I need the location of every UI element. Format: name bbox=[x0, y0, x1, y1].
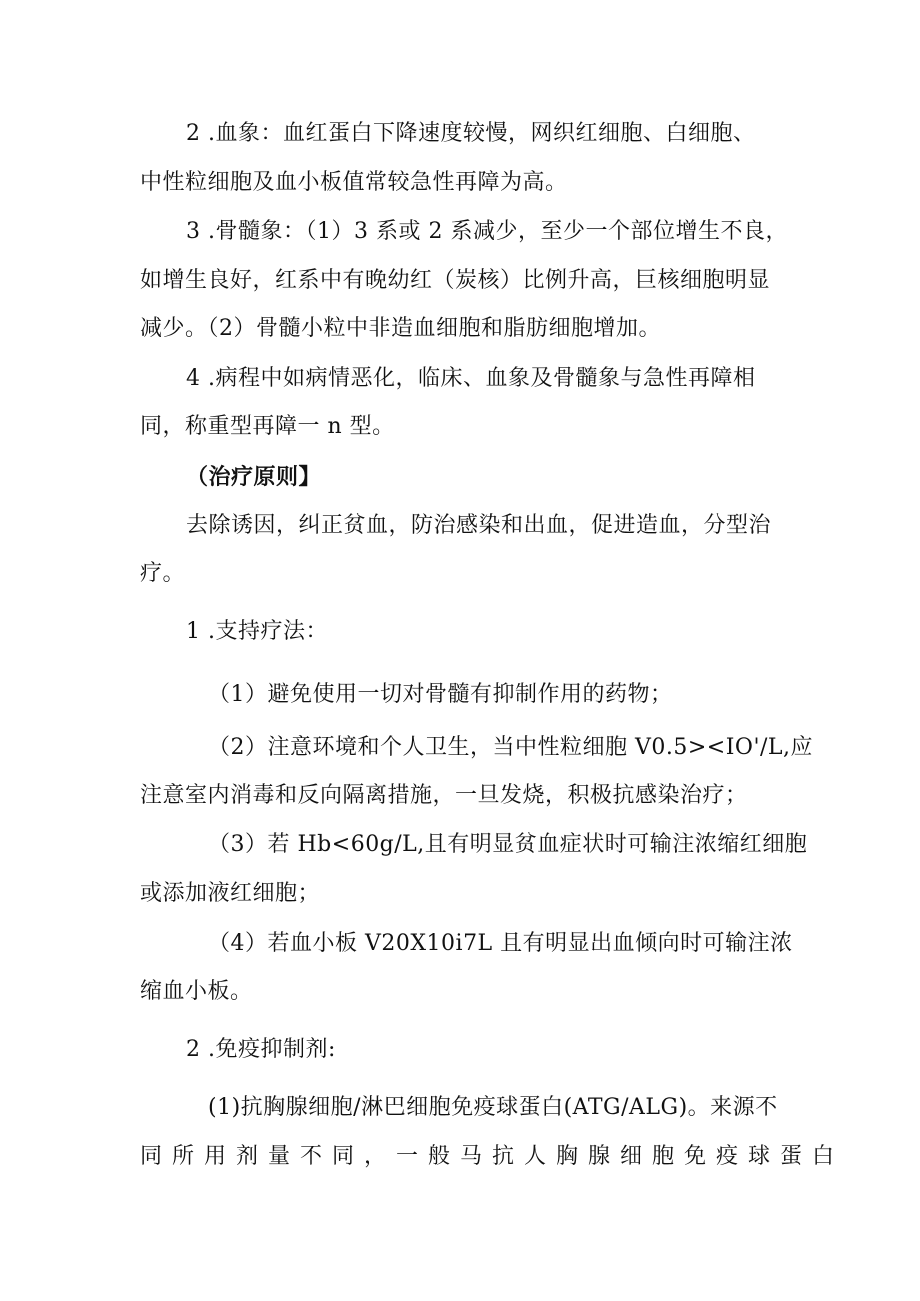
list-item: （1）避免使用一切对骨髓有抑制作用的药物； bbox=[208, 682, 673, 707]
paragraph-line: 3 .骨髓象：（1）3 系或 2 系减少，至少一个部位增生不良， bbox=[186, 219, 788, 244]
paragraph-line: 去除诱因，纠正贫血，防治感染和出血，促进造血，分型治 bbox=[186, 513, 772, 538]
paragraph-line: 中性粒细胞及血小板值常较急性再障为高。 bbox=[140, 170, 568, 195]
subheading-line: 2 .免疫抑制剂: bbox=[186, 1037, 336, 1062]
paragraph-line: 缩血小板。 bbox=[140, 979, 253, 1004]
section-heading: （治疗原则】 bbox=[186, 464, 322, 490]
paragraph-line: 同所用剂量不同，一般马抗人胸腺细胞免疫球蛋白 bbox=[140, 1144, 845, 1169]
list-item: (1)抗胸腺细胞/淋巴细胞免疫球蛋白(ATG/ALG)。来源不 bbox=[208, 1095, 778, 1120]
paragraph-line: 如增生良好，红系中有晚幼红（炭核）比例升高，巨核细胞明显 bbox=[140, 268, 771, 293]
list-item: （2）注意环境和个人卫生，当中性粒细胞 V0.5><IO'/L,应 bbox=[208, 735, 814, 760]
paragraph-line: 注意室内消毒和反向隔离措施，一旦发烧，积极抗感染治疗； bbox=[140, 783, 748, 808]
subheading-line: 1 .支持疗法： bbox=[186, 619, 328, 644]
paragraph-line: 2 .血象：血红蛋白下降速度较慢，网织红细胞、白细胞、 bbox=[186, 121, 756, 146]
list-item: （4）若血小板 V20X10i7L 且有明显出血倾向时可输注浓 bbox=[208, 931, 793, 956]
paragraph-line: 疗。 bbox=[140, 561, 186, 586]
paragraph-line: 减少。（2）骨髓小粒中非造血细胞和脂肪细胞增加。 bbox=[140, 316, 661, 341]
paragraph-line: 同，称重型再障一 n 型。 bbox=[140, 414, 395, 439]
list-item: （3）若 Hb<60g/L,且有明显贫血症状时可输注浓缩红细胞 bbox=[208, 832, 808, 857]
paragraph-line: 或添加液红细胞； bbox=[140, 881, 321, 906]
paragraph-line: 4 .病程中如病情恶化，临床、血象及骨髓象与急性再障相 bbox=[186, 366, 756, 391]
